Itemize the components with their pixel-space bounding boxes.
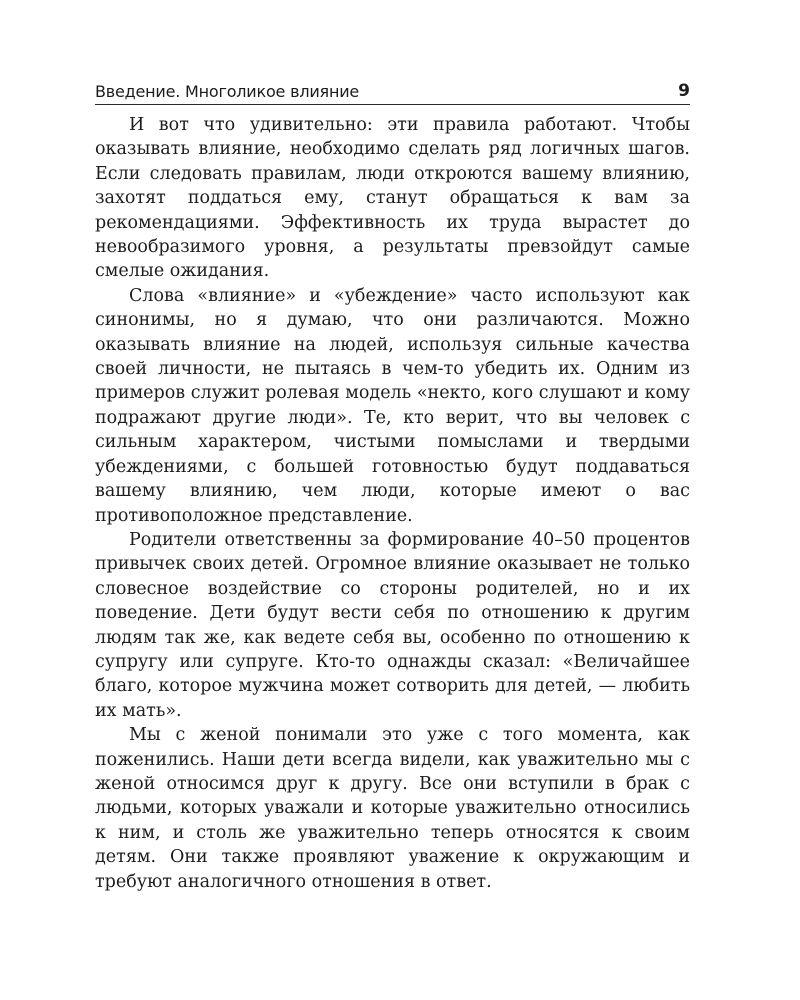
section-title: Введение. Многоликое влияние	[95, 82, 360, 101]
body-text	[95, 113, 690, 894]
paragraph: Родители ответственны за формирование 40–50 процентов привычек своих детей. Огромное влияние оказывает не только словесное воздействие со стороны родителей, но и их поведение. Дети будут вести себя по отношению к другим людям так же, как ведете себя вы, особенно по отношению к супругу или супруге. Кто-то однажды сказал: «Величайшее благо, которое мужчина может сотворить для детей, — любить их мать».	[95, 529, 690, 721]
paragraph: Мы с женой понимали это уже с того момента, как поженились. Наши дети всегда видели, как уважительно мы с женой относимся друг к другу. Все они вступили в брак с людьми, которых уважали и которые уважительно относились к ним, и столь же уважительно теперь относятся к своим детям. Они также проявляют уважение к окружающим и требуют аналогичного отношения в ответ.	[95, 725, 690, 892]
paragraph: Слова «влияние» и «убеждение» часто используют как синонимы, но я думаю, что они различаются. Можно оказывать влияние на людей, используя сильные качества своей личности, не пытаясь в чем-то убедить их. Одним из примеров служит ролевая модель «некто, кого слушают и кому подражают другие люди». Те, кто верит, что вы человек с сильным характером, чистыми помыслами и твердыми убеждениями, с большей готовностью будут поддаваться вашему влиянию, чем люди, которые имеют о вас противоположное представление.	[95, 285, 690, 526]
running-header	[95, 80, 690, 105]
page-number: 9	[678, 81, 690, 101]
paragraph: И вот что удивительно: эти правила работают. Чтобы оказывать влияние, необходимо сделать ряд логичных шагов. Если следовать правилам, люди откроются вашему влиянию, захотят поддаться ему, станут обращаться к вам за рекомендациями. Эффективность их труда вырастет до невообразимого уровня, а результаты превзойдут самые смелые ожидания.	[95, 115, 690, 282]
